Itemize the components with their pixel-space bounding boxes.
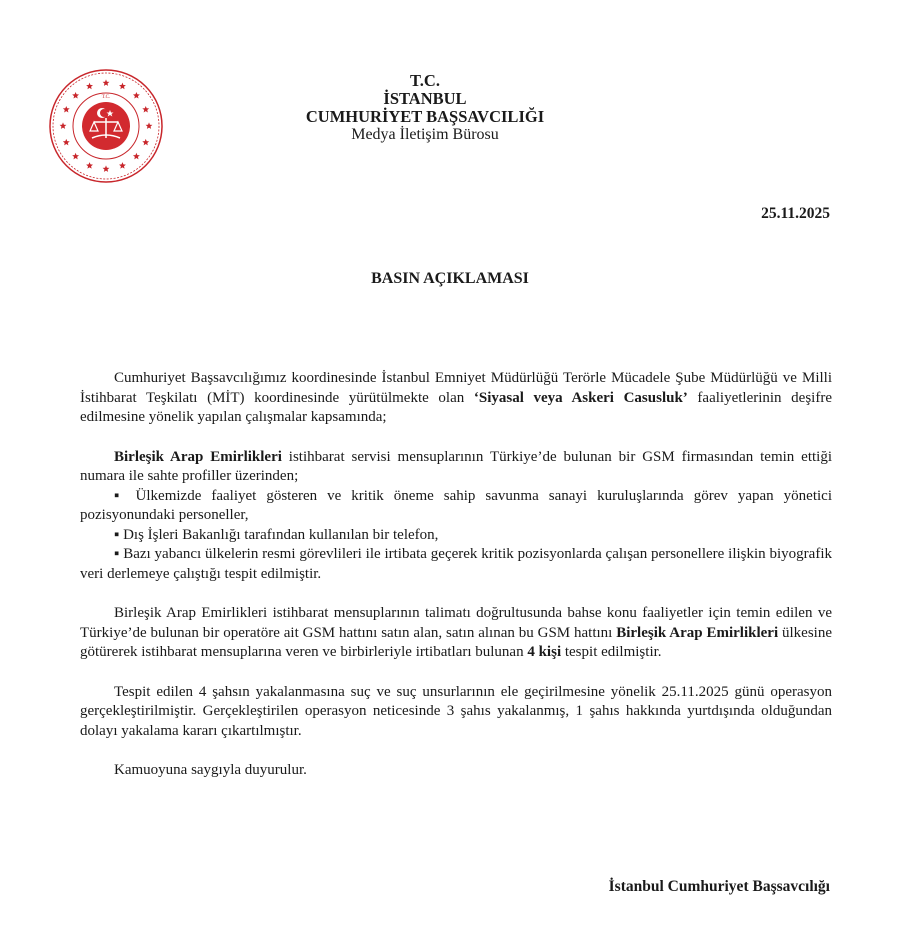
p3-bold-count: 4 kişi — [527, 644, 562, 660]
paragraph-3 — [80, 604, 832, 663]
letterhead-city: İSTANBUL — [383, 89, 467, 108]
seal-star-icon — [146, 122, 153, 129]
seal-star-icon — [119, 83, 126, 90]
seal-star-icon — [63, 106, 70, 113]
bullet-item: ▪ Ülkemizde faaliyet gösteren ve kritik öneme sahip savunma sanayi kuruluşlarında görev yapan yönetici pozisyonundaki personeller, — [80, 487, 832, 523]
seal-star-icon — [63, 139, 70, 146]
paragraph-4: Tespit edilen 4 şahsın yakalanmasına suç ve suç unsurlarının ele geçirilmesine yönelik 25.11.2025 günü operasyon gerçekleştirilmiştir. Gerçekleştirilen operasyon neticesinde 3 şahıs yakalanmış, 1 şahıs hakkında yurtdışında olduğundan dolayı yakalama kararı çıkartılmıştır. — [80, 683, 832, 739]
bullet-item: ▪ Dış İşleri Bakanlığı tarafından kullanılan bir telefon, — [114, 526, 439, 543]
seal-star-icon — [119, 162, 126, 169]
seal-star-icon — [142, 139, 149, 146]
bullet-item: ▪ Bazı yabancı ülkelerin resmi görevlileri ile irtibata geçerek kritik pozisyonlarda çalışan personellere ilişkin biyografik veri derlemeye çalıştığı tespit edilmiştir. — [80, 546, 832, 582]
prosecutor-office-seal — [48, 68, 164, 184]
letterhead-office: CUMHURİYET BAŞSAVCILIĞI — [305, 107, 545, 126]
document-body — [80, 369, 832, 781]
letterhead — [250, 72, 600, 144]
seal-star-icon — [86, 162, 93, 169]
p3-text-end: tespit edilmiştir. — [561, 644, 662, 660]
seal-star-icon — [60, 122, 67, 129]
seal-star-icon — [103, 79, 110, 86]
paragraph-1 — [80, 369, 832, 428]
document-title: BASIN AÇIKLAMASI — [371, 270, 529, 287]
seal-emblem-icon — [48, 68, 164, 184]
seal-star-icon — [133, 153, 140, 160]
paragraph-2 — [80, 448, 832, 487]
closing-line: Kamuoyuna saygıyla duyurulur. — [114, 762, 307, 778]
p3-text: Birleşik Arap Emirlikleri istihbarat mensuplarının talimatı doğrultusunda bahse konu faaliyetler için temin edilen ve Türkiye’de bulunan bir operatöre ait GSM hattını satın alan, satın alınan bu GSM hattını — [80, 605, 832, 641]
p1-text: Cumhuriyet Başsavcılığımız koordinesinde İstanbul Emniyet Müdürlüğü Terörle Mücadele Şube Müdürlüğü ve Milli İstihbarat Teşkilatı (MİT) koordinesinde yürütülmekte olan — [80, 370, 832, 406]
seal-star-icon — [133, 92, 140, 99]
seal-star-icon — [103, 165, 110, 172]
seal-star-icon — [72, 153, 79, 160]
letterhead-bureau: Medya İletişim Bürosu — [351, 126, 499, 143]
seal-star-icon — [86, 83, 93, 90]
p2-bold: Birleşik Arap Emirlikleri — [114, 448, 282, 465]
p3-bold-country: Birleşik Arap Emirlikleri — [616, 624, 779, 641]
p1-text-end: faaliyetlerinin deşifre edilmesine yönelik yapılan çalışmalar kapsamında; — [80, 389, 832, 425]
seal-star-icon — [72, 92, 79, 99]
p1-bold: ‘Siyasal veya Askeri Casusluk’ — [473, 389, 688, 406]
p3-text-mid: ülkesine götürerek istihbarat mensuplarına veren ve birbirleriyle irtibatları bulunan — [80, 624, 832, 660]
document-date: 25.11.2025 — [761, 205, 830, 222]
seal-star-icon — [142, 106, 149, 113]
p2-text: istihbarat servisi mensuplarının Türkiye’de bulunan bir GSM firmasından temin ettiği numara ile sahte profiller üzerinden; — [80, 448, 832, 484]
svg-text:T.C.: T.C. — [101, 95, 111, 100]
letterhead-tc: T.C. — [410, 71, 440, 90]
signature: İstanbul Cumhuriyet Başsavcılığı — [608, 878, 830, 895]
